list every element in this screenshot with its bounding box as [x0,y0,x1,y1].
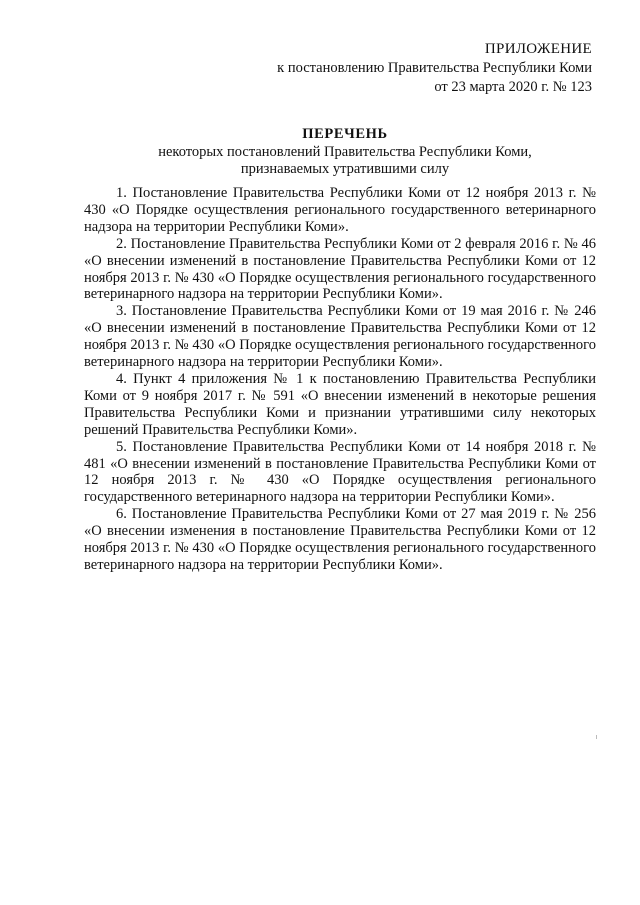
appendix-line-1: к постановлению Правительства Республики Коми [277,60,592,76]
appendix-line-2: от 23 марта 2020 г. № 123 [434,79,592,95]
list-item-6: 6. Постановление Правительства Республики Коми от 27 мая 2019 г. № 256 «О внесении изменения в постановление Правительства Республики Коми от 12 ноября 2013 г. № 430 «О Порядке осуществления регионального государственного ветеринарного надзора на территории Республики Коми». [84,506,596,573]
document-title: ПЕРЕЧЕНЬ [302,126,388,142]
list-item-2: 2. Постановление Правительства Республики Коми от 2 февраля 2016 г. № 46 «О внесении изменений в постановление Правительства Республики Коми от 12 ноября 2013 г. № 430 «О Порядке осуществления регионального государственного ветеринарного надзора на территории Республики Коми». [84,235,596,303]
document-subtitle-2: признаваемых утратившими силу [240,161,450,177]
document-subtitle-1: некоторых постановлений Правительства Республики Коми, [158,144,532,160]
list-item-4: 4. Пункт 4 приложения № 1 к постановлению Правительства Республики Коми от 9 ноября 2017 г. № 591 «О внесении изменений в некоторые решения Правительства Республики Коми и признании утратившими силу некоторых решений Правительства Республики Коми». [84,370,596,438]
list-item-1: 1. Постановление Правительства Республики Коми от 12 ноября 2013 г. № 430 «О Порядке осуществления регионального государственного ветеринарного надзора на территории Республики Коми». [84,185,596,235]
appendix-block [277,40,592,97]
list-of-resolutions [84,185,596,574]
scan-speck [596,735,597,739]
list-item-5: 5. Постановление Правительства Республики Коми от 14 ноября 2018 г. № 481 «О внесении изменений в постановление Правительства Республики Коми от 12 ноября 2013 г. № 430 «О Порядке осуществления регионального государственного ветеринарного надзора на территории Республики Коми». [84,438,596,506]
appendix-title: ПРИЛОЖЕНИЕ [484,41,592,57]
document-heading [60,126,630,178]
list-item-3: 3. Постановление Правительства Республики Коми от 19 мая 2016 г. № 246 «О внесении изменений в постановление Правительства Республики Коми от 12 ноября 2013 г. № 430 «О Порядке осуществления регионального государственного ветеринарного надзора на территории Республики Коми». [84,303,596,371]
